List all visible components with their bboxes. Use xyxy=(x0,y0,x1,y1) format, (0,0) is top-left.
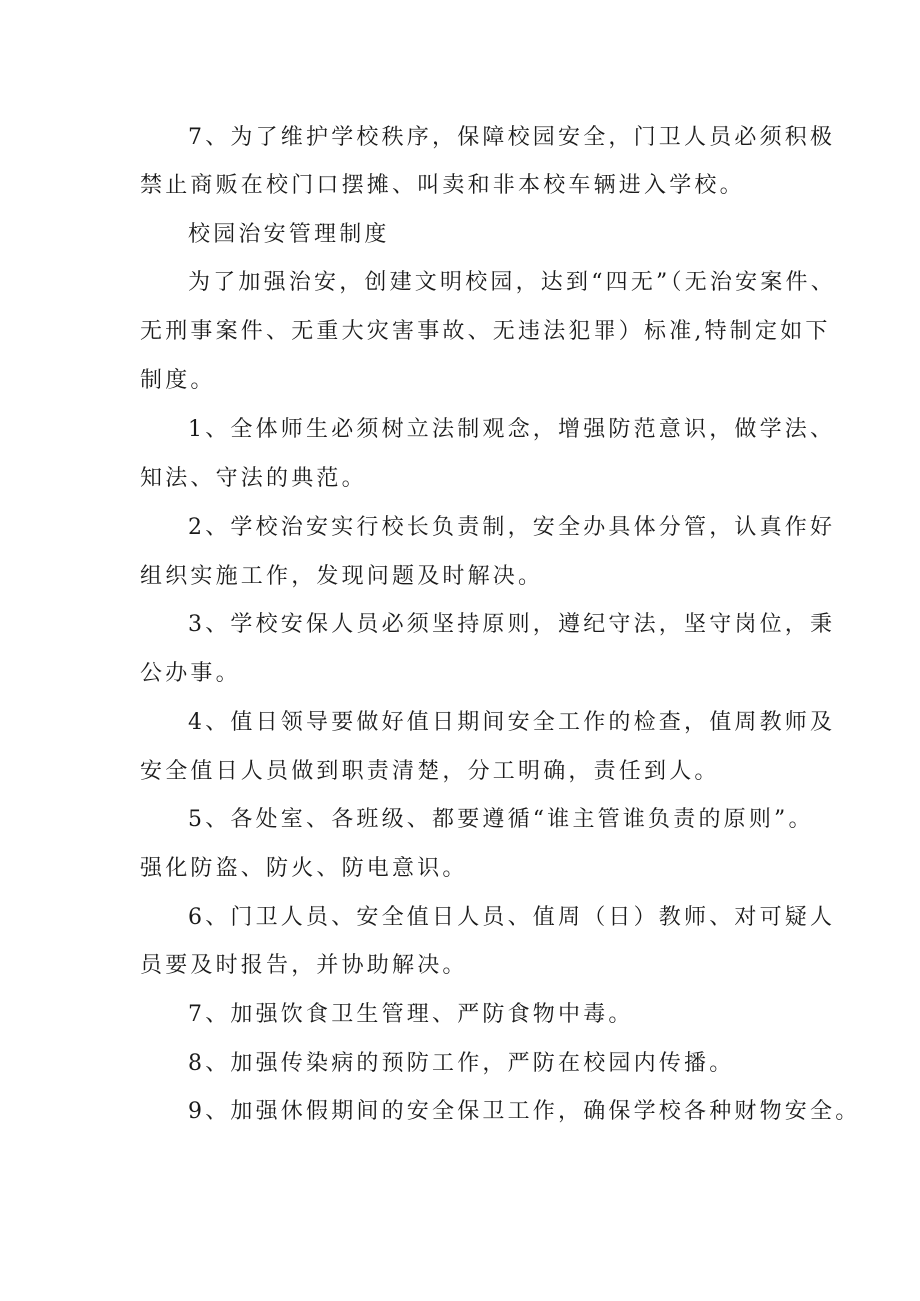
paragraph-line: 1、全体师生必须树立法制观念，增强防范意识，做学法、 xyxy=(188,417,836,442)
paragraph-line: 8、加强传染病的预防工作，严防在校园内传播。 xyxy=(188,1051,735,1076)
paragraph-line: 4、值日领导要做好值日期间安全工作的检查，值周教师及 xyxy=(188,710,836,735)
paragraph-line: 为了加强治安，创建文明校园，达到“四无”（无治安案件、 xyxy=(188,270,836,295)
paragraph-line: 安全值日人员做到职责清楚，分工明确，责任到人。 xyxy=(140,759,720,784)
section-title: 校园治安管理制度 xyxy=(188,222,390,247)
paragraph-line: 无刑事案件、无重大灾害事故、无违法犯罪）标准,特制定如下 xyxy=(140,319,831,344)
paragraph-line: 7、加强饮食卫生管理、严防食物中毒。 xyxy=(188,1002,634,1027)
paragraph-line: 禁止商贩在校门口摆摊、叫卖和非本校车辆进入学校。 xyxy=(140,173,745,198)
paragraph-line: 7、为了维护学校秩序，保障校园安全，门卫人员必须积极 xyxy=(188,125,836,150)
paragraph-line: 9、加强休假期间的安全保卫工作，确保学校各种财物安全。 xyxy=(188,1099,861,1124)
paragraph-line: 3、学校安保人员必须坚持原则，遵纪守法，坚守岗位，秉 xyxy=(188,612,836,637)
paragraph-line: 组织实施工作，发现问题及时解决。 xyxy=(140,564,544,589)
paragraph-line: 5、各处室、各班级、都要遵循“谁主管谁负责的原则”。 xyxy=(188,807,814,832)
paragraph-line: 知法、守法的典范。 xyxy=(140,466,367,491)
paragraph-line: 公办事。 xyxy=(140,661,241,686)
paragraph-line: 制度。 xyxy=(140,368,216,393)
paragraph-line: 2、学校治安实行校长负责制，安全办具体分管，认真作好 xyxy=(188,515,836,540)
paragraph-line: 强化防盗、防火、防电意识。 xyxy=(140,856,468,881)
paragraph-line: 员要及时报告，并协助解决。 xyxy=(140,953,468,978)
paragraph-line: 6、门卫人员、安全值日人员、值周（日）教师、对可疑人 xyxy=(188,905,836,930)
